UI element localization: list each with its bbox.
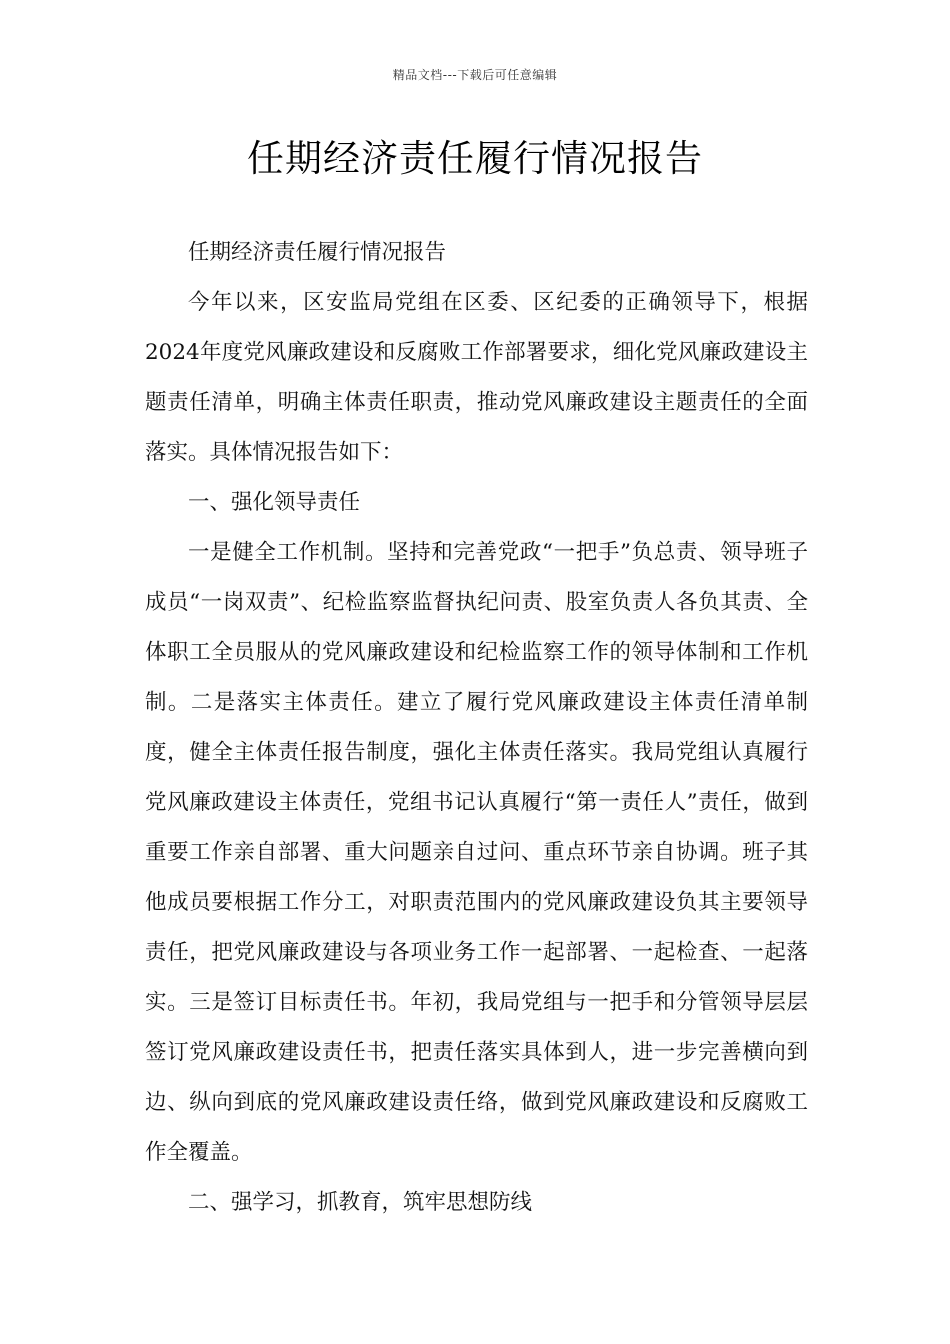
section-heading-2: 二、强学习，抓教育，筑牢思想防线 bbox=[188, 1190, 533, 1215]
paragraph-intro: 今年以来，区安监局党组在区委、区纪委的正确领导下，根据2024年度党风廉政建设和反腐败工作部署要求，细化党风廉政建设主题责任清单，明确主体责任职责，推动党风廉政建设主题责任的全面落实。具体情况报告如下： bbox=[145, 290, 808, 465]
document-title: 任期经济责任履行情况报告 bbox=[247, 137, 703, 180]
document-body bbox=[145, 228, 808, 1228]
header-note: 精品文档---下载后可任意编辑 bbox=[392, 68, 558, 82]
section-heading-1: 一、强化领导责任 bbox=[188, 490, 361, 515]
paragraph-section-1: 一是健全工作机制。坚持和完善党政“一把手”负总责、领导班子成员“一岗双责”、纪检监察监督执纪问责、股室负责人各负其责、全体职工全员服从的党风廉政建设和纪检监察工作的领导体制和工作机制。二是落实主体责任。建立了履行党风廉政建设主体责任清单制度，健全主体责任报告制度，强化主体责任落实。我局党组认真履行党风廉政建设主体责任，党组书记认真履行“第一责任人”责任，做到重要工作亲自部署、重大问题亲自过问、重点环节亲自协调。班子其他成员要根据工作分工，对职责范围内的党风廉政建设负其主要领导责任，把党风廉政建设与各项业务工作一起部署、一起检查、一起落实。三是签订目标责任书。年初，我局党组与一把手和分管领导层层签订党风廉政建设责任书，把责任落实具体到人，进一步完善横向到边、纵向到底的党风廉政建设责任络，做到党风廉政建设和反腐败工作全覆盖。 bbox=[145, 540, 808, 1165]
paragraph-subtitle: 任期经济责任履行情况报告 bbox=[188, 240, 447, 265]
